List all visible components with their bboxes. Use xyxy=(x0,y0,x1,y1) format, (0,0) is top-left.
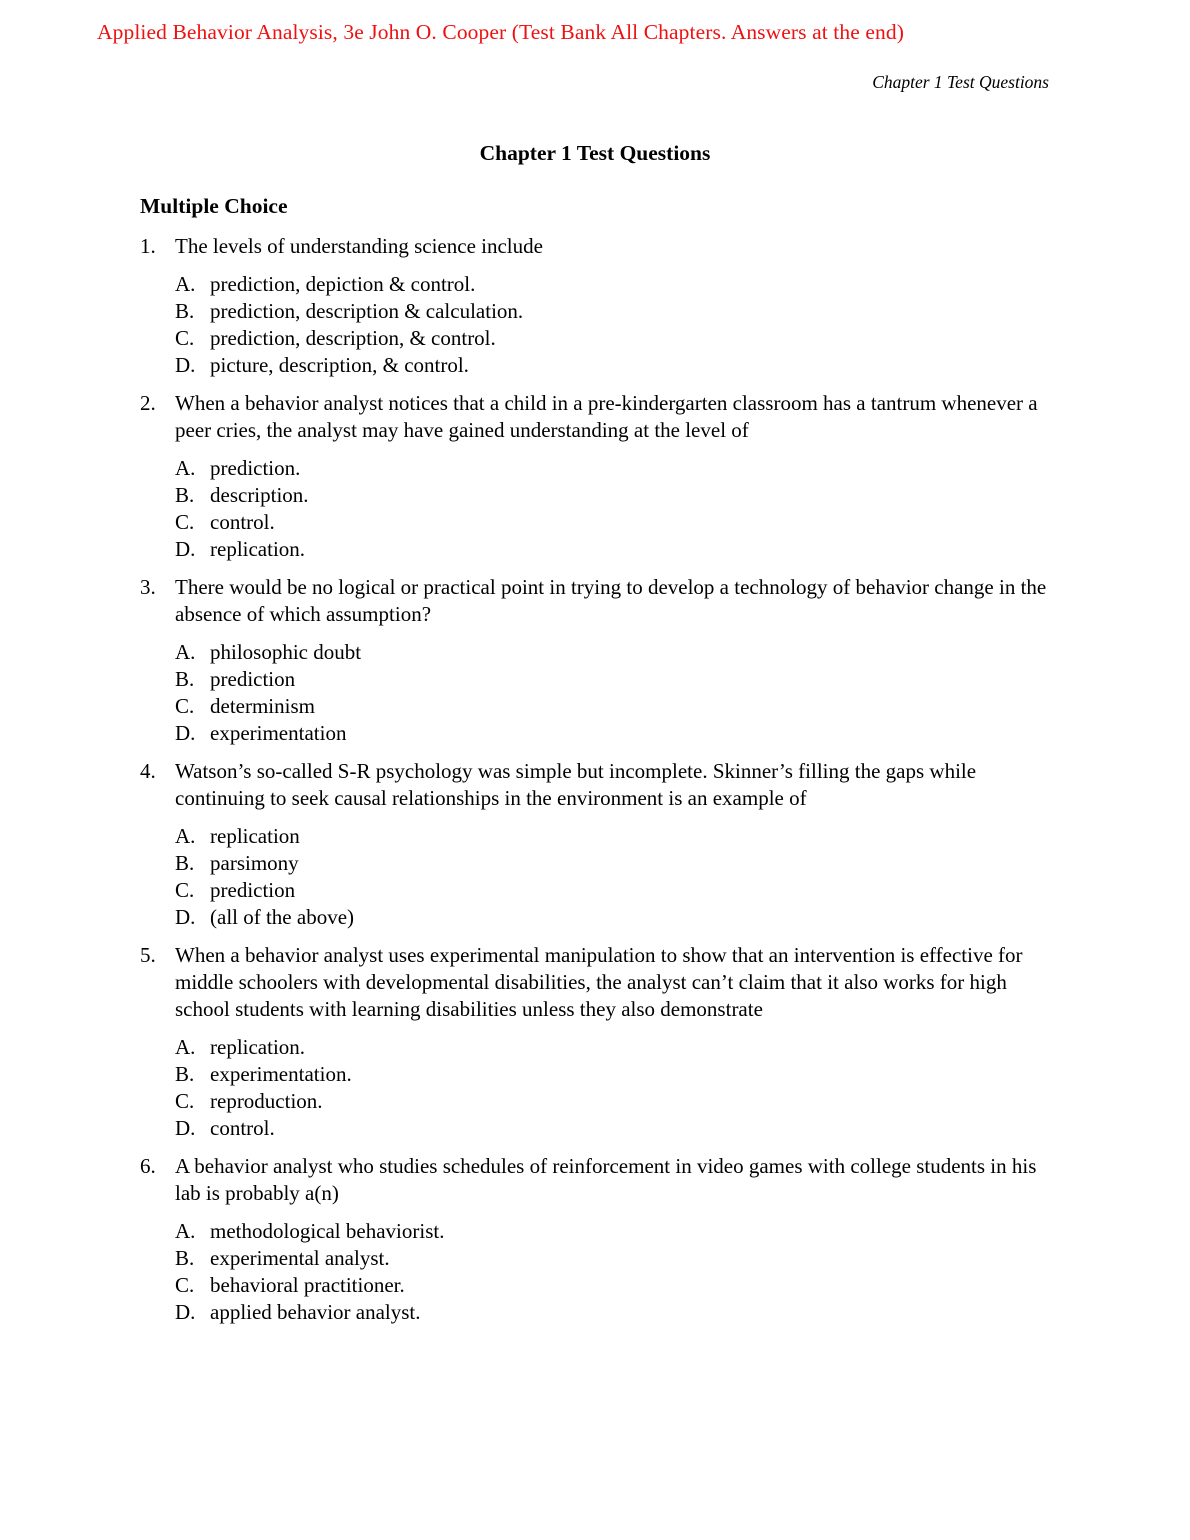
answer-option xyxy=(175,1061,1050,1088)
option-text: philosophic doubt xyxy=(210,640,362,664)
question-1 xyxy=(140,233,1050,379)
answer-option xyxy=(175,1299,1050,1326)
option-letter: D. xyxy=(175,353,196,377)
answer-option xyxy=(175,666,1050,693)
option-text: prediction xyxy=(210,878,296,902)
answer-option xyxy=(175,1218,1050,1245)
option-text: applied behavior analyst. xyxy=(210,1300,421,1324)
question-4 xyxy=(140,758,1050,931)
option-text: prediction. xyxy=(210,456,301,480)
option-letter: A. xyxy=(175,1219,196,1243)
option-letter: B. xyxy=(175,851,195,875)
option-letter: B. xyxy=(175,483,195,507)
option-letter: A. xyxy=(175,640,196,664)
answer-options xyxy=(175,823,1050,931)
question-stem xyxy=(140,942,1050,1023)
answer-option xyxy=(175,693,1050,720)
option-letter: C. xyxy=(175,1089,195,1113)
question-text: Watson’s so-called S-R psychology was simple but incomplete. Skinner’s filling the gaps while continuing to seek causal relationships in the environment is an example of xyxy=(175,759,977,810)
answer-options xyxy=(175,1034,1050,1142)
option-text: prediction xyxy=(210,667,296,691)
question-text: When a behavior analyst notices that a child in a pre-kindergarten classroom has a tantrum whenever a peer cries, the analyst may have gained understanding at the level of xyxy=(175,391,1038,442)
question-number: 4. xyxy=(140,759,156,783)
answer-option xyxy=(175,455,1050,482)
option-text: replication. xyxy=(210,537,306,561)
option-text: parsimony xyxy=(210,851,299,875)
page-title: Chapter 1 Test Questions xyxy=(479,141,711,165)
question-number: 2. xyxy=(140,391,156,415)
question-stem xyxy=(140,574,1050,628)
answer-option xyxy=(175,850,1050,877)
answer-option xyxy=(175,536,1050,563)
answer-options xyxy=(175,1218,1050,1326)
answer-option xyxy=(175,877,1050,904)
answer-option xyxy=(175,509,1050,536)
answer-option xyxy=(175,271,1050,298)
question-stem xyxy=(140,758,1050,812)
option-letter: B. xyxy=(175,1062,195,1086)
answer-options xyxy=(175,271,1050,379)
question-text: A behavior analyst who studies schedules of reinforcement in video games with college students in his lab is probably a(n) xyxy=(175,1154,1037,1205)
option-letter: A. xyxy=(175,456,196,480)
answer-option xyxy=(175,904,1050,931)
answer-option xyxy=(175,1034,1050,1061)
answer-option xyxy=(175,1115,1050,1142)
option-text: replication xyxy=(210,824,300,848)
question-number: 6. xyxy=(140,1154,156,1178)
option-text: prediction, description, & control. xyxy=(210,326,496,350)
option-letter: C. xyxy=(175,878,195,902)
option-text: control. xyxy=(210,510,275,534)
running-header: Chapter 1 Test Questions xyxy=(872,72,1049,92)
option-text: experimentation. xyxy=(210,1062,352,1086)
option-text: description. xyxy=(210,483,309,507)
answer-option xyxy=(175,639,1050,666)
option-letter: C. xyxy=(175,326,195,350)
option-text: methodological behaviorist. xyxy=(210,1219,445,1243)
answer-option xyxy=(175,298,1050,325)
option-letter: C. xyxy=(175,1273,195,1297)
option-letter: D. xyxy=(175,1300,196,1324)
answer-option xyxy=(175,823,1050,850)
option-text: prediction, description & calculation. xyxy=(210,299,524,323)
question-number: 1. xyxy=(140,234,156,258)
answer-option xyxy=(175,1272,1050,1299)
answer-option xyxy=(175,1088,1050,1115)
option-letter: D. xyxy=(175,537,196,561)
answer-option xyxy=(175,720,1050,747)
option-letter: C. xyxy=(175,694,195,718)
question-text: There would be no logical or practical point in trying to develop a technology of behavior change in the absence of which assumption? xyxy=(175,575,1047,626)
question-5 xyxy=(140,942,1050,1142)
answer-options xyxy=(175,639,1050,747)
option-letter: A. xyxy=(175,1035,196,1059)
answer-option xyxy=(175,352,1050,379)
question-3 xyxy=(140,574,1050,747)
question-text: When a behavior analyst uses experimental manipulation to show that an intervention is effective for middle schoolers with developmental disabilities, the analyst can’t claim that it also works for high school students with learning disabilities unless they also demonstrate xyxy=(175,943,1023,1021)
option-text: reproduction. xyxy=(210,1089,323,1113)
option-letter: B. xyxy=(175,667,195,691)
question-6 xyxy=(140,1153,1050,1326)
document-banner: Applied Behavior Analysis, 3e John O. Cooper (Test Bank All Chapters. Answers at the end) xyxy=(97,20,904,44)
option-text: prediction, depiction & control. xyxy=(210,272,476,296)
option-text: experimentation xyxy=(210,721,347,745)
answer-option xyxy=(175,482,1050,509)
option-letter: D. xyxy=(175,905,196,929)
question-2 xyxy=(140,390,1050,563)
option-text: determinism xyxy=(210,694,315,718)
option-text: replication. xyxy=(210,1035,306,1059)
option-letter: A. xyxy=(175,824,196,848)
option-letter: B. xyxy=(175,299,195,323)
option-letter: B. xyxy=(175,1246,195,1270)
question-number: 3. xyxy=(140,575,156,599)
question-list xyxy=(140,233,1050,1337)
question-stem xyxy=(140,1153,1050,1207)
answer-options xyxy=(175,455,1050,563)
answer-option xyxy=(175,325,1050,352)
section-heading: Multiple Choice xyxy=(140,194,288,218)
option-letter: A. xyxy=(175,272,196,296)
option-letter: C. xyxy=(175,510,195,534)
question-stem xyxy=(140,233,1050,260)
option-text: control. xyxy=(210,1116,275,1140)
answer-option xyxy=(175,1245,1050,1272)
question-stem xyxy=(140,390,1050,444)
option-letter: D. xyxy=(175,721,196,745)
option-text: behavioral practitioner. xyxy=(210,1273,405,1297)
question-text: The levels of understanding science include xyxy=(175,234,543,258)
option-text: experimental analyst. xyxy=(210,1246,390,1270)
option-text: picture, description, & control. xyxy=(210,353,469,377)
option-letter: D. xyxy=(175,1116,196,1140)
option-text: (all of the above) xyxy=(210,905,355,929)
question-number: 5. xyxy=(140,943,156,967)
